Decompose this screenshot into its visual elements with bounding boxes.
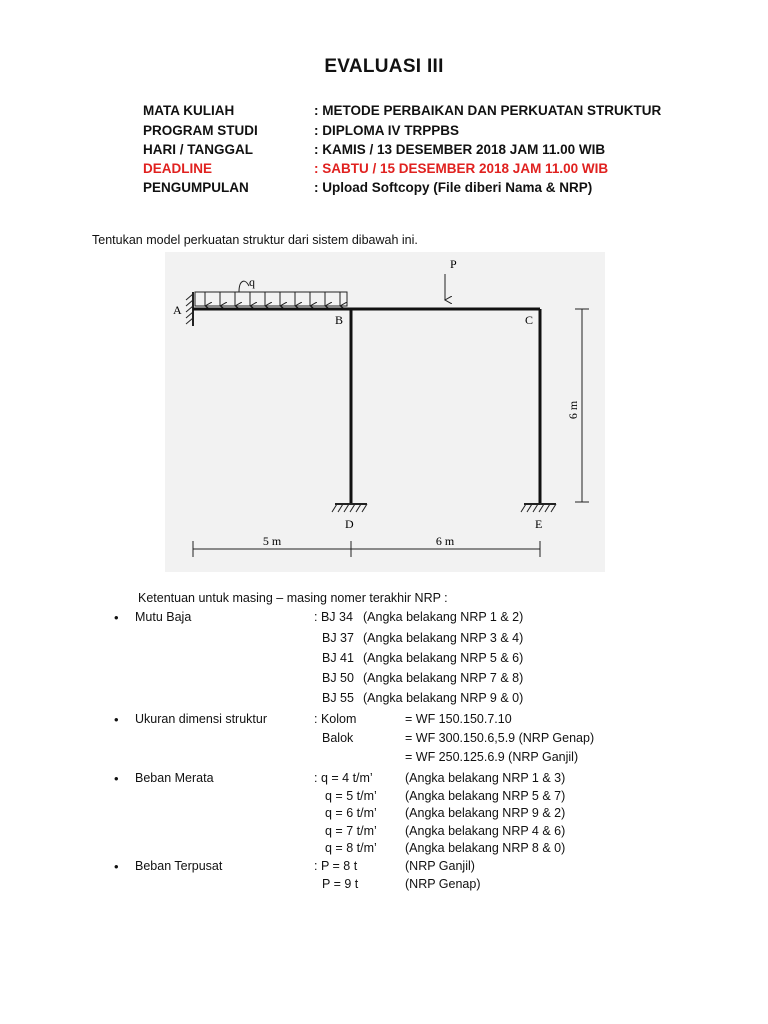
kolom-label: : Kolom: [314, 712, 357, 726]
bullet-icon: •: [114, 859, 119, 874]
beban-merata-value: : q = 4 t/m’: [314, 771, 373, 785]
node-c-label: C: [525, 313, 534, 327]
beban-merata-value: q = 5 t/m’: [325, 789, 377, 803]
beban-merata-note: (Angka belakang NRP 1 & 3): [405, 771, 566, 785]
bullet-icon: •: [114, 771, 119, 786]
mutu-baja-value: BJ 55: [322, 691, 354, 705]
bullet-icon: •: [114, 712, 119, 727]
dim-height-label: 6 m: [566, 400, 580, 420]
beban-merata-note: (Angka belakang NRP 9 & 2): [405, 806, 566, 820]
header-label-mata-kuliah: MATA KULIAH: [143, 103, 235, 118]
dimension-horizontal: [193, 541, 540, 557]
beban-merata-note: (Angka belakang NRP 8 & 0): [405, 841, 566, 855]
dim-left-label: 5 m: [262, 534, 282, 548]
beban-terpusat-value: P = 9 t: [322, 877, 359, 891]
beban-merata-note: (Angka belakang NRP 4 & 6): [405, 824, 566, 838]
mutu-baja-note: (Angka belakang NRP 3 & 4): [363, 631, 524, 645]
frame-members: [193, 309, 540, 504]
node-a-label: A: [173, 303, 182, 317]
header-label-pengumpulan: PENGUMPULAN: [143, 180, 249, 195]
mutu-baja-value: BJ 41: [322, 651, 354, 665]
structure-figure: [165, 252, 605, 572]
mutu-baja-note: (Angka belakang NRP 9 & 0): [363, 691, 524, 705]
beban-terpusat-value: : P = 8 t: [314, 859, 358, 873]
beban-merata-value: q = 7 t/m’: [325, 824, 377, 838]
mutu-baja-value: BJ 37: [322, 631, 354, 645]
instruction-text: Tentukan model perkuatan struktur dari sistem dibawah ini.: [92, 233, 418, 247]
balok-value-ganjil: = WF 250.125.6.9 (NRP Ganjil): [405, 750, 579, 764]
header-value-deadline: : SABTU / 15 DESEMBER 2018 JAM 11.00 WIB: [314, 161, 609, 176]
beban-merata-label: Beban Merata: [135, 771, 214, 785]
bullet-icon: •: [114, 610, 119, 625]
dim-right-label: 6 m: [435, 534, 455, 548]
kolom-value: = WF 150.150.7.10: [405, 712, 512, 726]
point-load-p: [445, 257, 457, 300]
header-label-deadline: DEADLINE: [143, 161, 213, 176]
fixed-support-a: [186, 292, 193, 326]
mutu-baja-value: BJ 50: [322, 671, 354, 685]
node-d-label: D: [345, 517, 354, 531]
header-value-hari-tanggal: : KAMIS / 13 DESEMBER 2018 JAM 11.00 WIB: [314, 142, 606, 157]
beban-merata-note: (Angka belakang NRP 5 & 7): [405, 789, 566, 803]
fixed-support-d: [332, 504, 367, 512]
balok-value-genap: = WF 300.150.6,5.9 (NRP Genap): [405, 731, 595, 745]
mutu-baja-value: : BJ 34: [314, 610, 353, 624]
header-value-mata-kuliah: : METODE PERBAIKAN DAN PERKUATAN STRUKTUR: [314, 103, 662, 118]
fixed-support-e: [521, 504, 556, 512]
load-p-label: P: [450, 257, 457, 271]
header-value-pengumpulan: : Upload Softcopy (File diberi Nama & NRP): [314, 180, 593, 195]
rules-intro: Ketentuan untuk masing – masing nomer terakhir NRP :: [138, 591, 448, 605]
frame-diagram: [165, 252, 605, 572]
header-value-program-studi: : DIPLOMA IV TRPPBS: [314, 123, 460, 138]
beban-terpusat-label: Beban Terpusat: [135, 859, 223, 873]
beban-terpusat-note: (NRP Genap): [405, 877, 481, 891]
distributed-load-q: [195, 275, 347, 306]
beban-merata-value: q = 8 t/m’: [325, 841, 377, 855]
mutu-baja-note: (Angka belakang NRP 7 & 8): [363, 671, 524, 685]
balok-label: Balok: [322, 731, 354, 745]
mutu-baja-label: Mutu Baja: [135, 610, 192, 624]
header-label-program-studi: PROGRAM STUDI: [143, 123, 258, 138]
page-title: EVALUASI III: [324, 56, 444, 77]
node-b-label: B: [335, 313, 344, 327]
node-e-label: E: [535, 517, 543, 531]
beban-terpusat-note: (NRP Ganjil): [405, 859, 475, 873]
load-q-label: q: [249, 275, 255, 289]
ukuran-label: Ukuran dimensi struktur: [135, 712, 267, 726]
mutu-baja-note: (Angka belakang NRP 5 & 6): [363, 651, 524, 665]
beban-merata-value: q = 6 t/m’: [325, 806, 377, 820]
header-label-hari-tanggal: HARI / TANGGAL: [143, 142, 253, 157]
mutu-baja-note: (Angka belakang NRP 1 & 2): [363, 610, 524, 624]
